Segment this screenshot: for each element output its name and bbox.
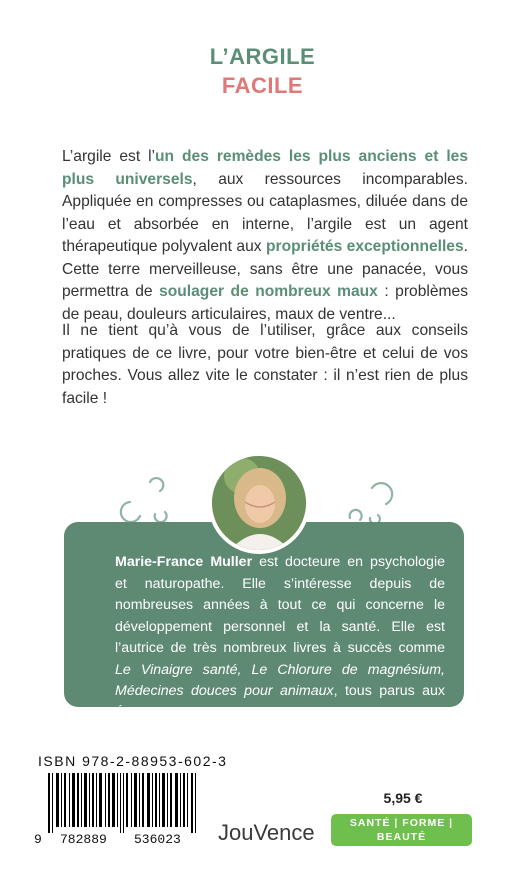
blurb-text: , aux ressources incomparables. Appliquée en compresses ou cataplasmes, diluée dans de l’eau et absorbée en interne, l’argile est un agent thérapeutique polyvalent aux — [62, 170, 468, 255]
bio-text: est docteure en psychologie et naturopathe. Elle s’intéresse depuis de nombreuses années à tout ce qui concerne le développement personnel et la santé. Elle est l’autrice de très nombreux livres à succès comme — [115, 554, 445, 656]
blurb-paragraph-2: Il ne tient qu’à vous de l’utiliser, grâce aux conseils pratiques de ce livre, pour votre bien-être et celui de vos proches. Vous allez vite le constater : il n’est rien de plus facile ! — [62, 322, 468, 407]
price: 5,95 € — [383, 790, 423, 806]
blurb-highlight: un des remèdes les plus anciens et les plus universels — [62, 148, 469, 188]
category-line1: SANTÉ | FORME | — [349, 817, 454, 829]
publisher-logo: JouVence — [218, 820, 315, 845]
blurb-text: L’argile est l’ — [62, 148, 156, 165]
bio-text: , tous parus aux Éditions Jouvence. — [115, 683, 445, 721]
author-name: Marie-France Muller — [115, 554, 253, 570]
book-titles: Le Vinaigre santé, Le Chlorure de magnésium, Médecines douces pour animaux — [115, 661, 445, 699]
barcode-digits-left: 782889 — [60, 832, 107, 847]
barcode-digit-first: 9 — [34, 832, 42, 847]
blurb-text: . Cette terre merveilleuse, sans être une panacée, vous permettra de — [62, 238, 468, 300]
blurb-highlight: propriétés exceptionnelles — [265, 238, 464, 255]
barcode-digits-right: 536023 — [134, 832, 181, 847]
book-title-line2: FACILE — [221, 73, 304, 98]
author-photo — [208, 452, 310, 554]
book-title-line1: L’ARGILE — [209, 44, 316, 69]
category-tag — [331, 814, 472, 846]
blurb-text: : problèmes de peau, douleurs articulaires, maux de ventre... — [62, 283, 468, 323]
category-line2: BEAUTÉ — [376, 831, 427, 843]
blurb-paragraph-1 — [62, 146, 468, 326]
isbn-number: ISBN 978-2-88953-602-3 — [38, 753, 228, 769]
blurb-highlight: soulager de nombreux maux — [159, 283, 378, 300]
author-bio-text — [115, 552, 445, 724]
barcode — [48, 773, 198, 833]
